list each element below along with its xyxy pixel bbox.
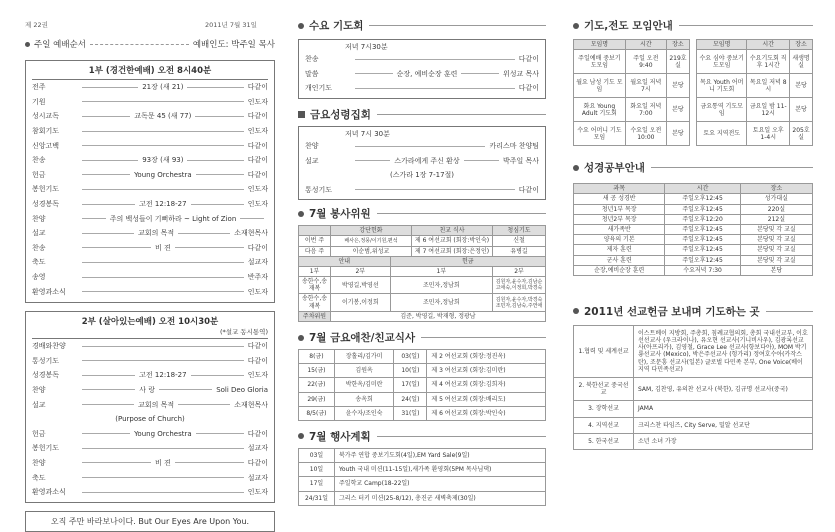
table-cell: 주일학교 Camp(18-22일) bbox=[335, 477, 546, 491]
table-cell: 본당및 각 교실 bbox=[740, 224, 812, 234]
table-header: 장소 bbox=[666, 40, 689, 50]
order-person: 설교자 bbox=[247, 258, 268, 267]
order-row bbox=[32, 241, 268, 256]
order-label: 축도 bbox=[32, 258, 46, 267]
order-person: 인도자 bbox=[247, 97, 268, 106]
table-cell: 수요저녁 7:30 bbox=[665, 265, 740, 275]
table-header: 시간 bbox=[665, 184, 740, 194]
order-row bbox=[305, 67, 539, 82]
order-label: 성경봉독 bbox=[32, 200, 60, 209]
table-cell: 주일오후12:45 bbox=[665, 224, 740, 234]
order-row bbox=[32, 470, 268, 485]
order-row bbox=[32, 354, 268, 369]
table-row bbox=[574, 214, 813, 224]
order-row bbox=[305, 153, 539, 168]
info-column bbox=[573, 18, 813, 450]
order-row bbox=[32, 485, 268, 500]
second-service-order bbox=[32, 339, 268, 500]
bullet-icon bbox=[298, 335, 304, 341]
table-cell: 새 공 성경반 bbox=[574, 194, 665, 204]
table-header: 모임명 bbox=[697, 40, 747, 50]
order-row bbox=[32, 226, 268, 241]
order-label: 찬송 bbox=[305, 55, 319, 64]
table-cell: 소년 소녀 가장 bbox=[634, 433, 813, 449]
table-cell: 장홀리/김가미 bbox=[334, 350, 394, 364]
mission-heading-text: 2011년 선교헌금 보내며 기도하는 곳 bbox=[584, 305, 760, 318]
table-cell: 본당및 각 교실 bbox=[740, 245, 812, 255]
table-cell: 3. 장학선교 bbox=[574, 401, 634, 417]
order-row bbox=[32, 383, 268, 398]
table-cell: 성가대실 bbox=[740, 194, 812, 204]
table-cell: 금요통역 기도모임 bbox=[697, 98, 747, 122]
order-content: (Purpose of Church) bbox=[115, 415, 185, 424]
table-row bbox=[299, 364, 546, 378]
bullet-icon bbox=[298, 111, 305, 118]
table-cell: 29(금) bbox=[299, 392, 335, 406]
table-row bbox=[697, 50, 813, 74]
order-label: 축도 bbox=[32, 473, 46, 482]
table-row: 송한수,송재복 이기봉,이정희 조민자,정남희 김원자,윤수자,박경숙 조민자,김남숙,주연애 bbox=[299, 294, 546, 311]
prayer-table-right bbox=[696, 39, 813, 146]
order-row bbox=[32, 412, 268, 427]
th-prayer: 청심기도 bbox=[493, 226, 546, 236]
order-row bbox=[32, 197, 268, 212]
sunday-column bbox=[25, 38, 275, 532]
issue-number: 제 22권 bbox=[25, 21, 48, 29]
table-cell: 새생명실 bbox=[790, 50, 813, 74]
order-person: 다같이 bbox=[247, 141, 268, 150]
table-row bbox=[574, 50, 690, 74]
order-label: 찬양 bbox=[32, 385, 46, 394]
bullet-icon bbox=[25, 42, 30, 47]
table-cell: 10(일) bbox=[394, 364, 427, 378]
sunday-heading: 주일 예배순서 bbox=[34, 40, 86, 50]
prayer-heading-text: 기도,전도 모임안내 bbox=[584, 20, 673, 32]
order-row bbox=[32, 80, 268, 95]
table-cell: 15(금) bbox=[299, 364, 335, 378]
order-content: 비 젼 bbox=[154, 458, 171, 467]
order-row bbox=[32, 182, 268, 197]
order-row bbox=[32, 109, 268, 124]
order-label: 개인기도 bbox=[305, 84, 333, 93]
events-heading bbox=[298, 429, 546, 444]
order-label: 기원 bbox=[32, 97, 46, 106]
order-person: 다같이 bbox=[518, 185, 539, 194]
order-row bbox=[32, 255, 268, 270]
events-heading-text: 7월 행사계획 bbox=[309, 430, 371, 443]
order-label: 설교 bbox=[32, 400, 46, 409]
order-label: 찬양 bbox=[32, 214, 46, 223]
order-label: 통성기도 bbox=[305, 185, 333, 194]
table-cell: 24(일) bbox=[394, 392, 427, 406]
order-row bbox=[32, 456, 268, 471]
table-cell: 화요일 저녁7:00 bbox=[625, 98, 666, 122]
order-label: 찬송 bbox=[32, 243, 46, 252]
table-cell: 205호실 bbox=[790, 122, 813, 146]
interpretation-note: (*설교 동시통역) bbox=[32, 327, 268, 339]
order-person: 다같이 bbox=[247, 243, 269, 252]
table-cell: 본당 bbox=[666, 98, 689, 122]
table-cell: 군사 훈련 bbox=[574, 255, 665, 265]
th-altar: 강단헌화 bbox=[331, 226, 412, 236]
order-label: 헌금 bbox=[32, 429, 46, 438]
table-cell: 8/5(금) bbox=[299, 406, 335, 420]
events-table bbox=[298, 448, 546, 506]
motto-banner: 오직 주만 바라보나이다. But Our Eyes Are Upon You. bbox=[25, 511, 275, 532]
table-cell: 03(일) bbox=[394, 350, 427, 364]
order-person: 인도자 bbox=[247, 185, 268, 194]
order-row bbox=[32, 339, 268, 354]
order-person: 인도자 bbox=[247, 488, 268, 497]
table-cell: 본당 bbox=[790, 74, 813, 98]
order-content: 교회의 목적 bbox=[138, 400, 175, 409]
order-label: 헌금 bbox=[32, 170, 46, 179]
order-row bbox=[305, 52, 539, 67]
order-content: 93장 (새 93) bbox=[142, 156, 184, 165]
order-row bbox=[32, 368, 268, 383]
table-cell: 제 2 여선교회 (회장:정진옥) bbox=[427, 350, 546, 364]
order-content: 비 젼 bbox=[154, 243, 171, 252]
order-label: 봉헌기도 bbox=[32, 185, 60, 194]
order-content: (스가라 1장 7-17절) bbox=[389, 171, 455, 180]
table-cell: 주일오후12:20 bbox=[665, 214, 740, 224]
order-label: 통성기도 bbox=[32, 356, 60, 365]
table-header: 모임명 bbox=[574, 40, 626, 50]
first-service-box bbox=[25, 60, 275, 303]
order-label: 경배와찬양 bbox=[32, 342, 66, 351]
order-label: 찬양 bbox=[32, 458, 46, 467]
first-service-title: 1부 (경건한예배) 오전 8시40분 bbox=[32, 61, 268, 80]
order-row bbox=[32, 426, 268, 441]
order-person: 인도자 bbox=[247, 371, 268, 380]
table-cell: 목요일 저녁 8시 bbox=[747, 74, 790, 98]
table-cell: 순장,예비순장 훈련 bbox=[574, 265, 665, 275]
friday-heading bbox=[298, 107, 546, 122]
order-person: 다같이 bbox=[518, 84, 539, 93]
order-row bbox=[305, 81, 539, 96]
order-person: 설교자 bbox=[247, 473, 268, 482]
first-service-order bbox=[32, 80, 268, 299]
order-label: 설교 bbox=[32, 229, 46, 238]
table-cell: 03일 bbox=[299, 448, 335, 462]
table-cell: 8(금) bbox=[299, 350, 335, 364]
table-row bbox=[574, 255, 813, 265]
order-label: 송영 bbox=[32, 273, 46, 282]
table-cell: 주일오후12:45 bbox=[665, 255, 740, 265]
table-cell: 본당 bbox=[666, 122, 689, 146]
servers-heading-text: 7월 봉사위원 bbox=[309, 208, 371, 221]
table-cell: 토요 지역전도 bbox=[697, 122, 747, 146]
table-cell: 토요일 오후 1-4시 bbox=[747, 122, 790, 146]
fellowship-heading-text: 7월 금요애찬/친교식사 bbox=[309, 332, 416, 345]
order-person: 반주자 bbox=[247, 273, 268, 282]
order-label: 참회기도 bbox=[32, 127, 60, 136]
table-cell: 목요 Youth 어머니 기도회 bbox=[697, 74, 747, 98]
table-header: 장소 bbox=[740, 184, 812, 194]
order-person: 다같이 bbox=[247, 170, 269, 179]
fellowship-table bbox=[298, 349, 546, 421]
table-row bbox=[299, 392, 546, 406]
table-cell: 수요기도회 직후 1시간 bbox=[747, 50, 790, 74]
table-cell: 수요 어머니 기도 모임 bbox=[574, 122, 626, 146]
bullet-icon bbox=[573, 165, 579, 171]
table-cell: 크리스찬 타임즈, City Serve, 밀알 선교단 bbox=[634, 417, 813, 433]
order-label: 신앙고백 bbox=[32, 141, 60, 150]
table-row: 이번 주 배사은,정뭉/이기원,편석 제 6 여선교회 (회장:박인숙) 신철 bbox=[299, 236, 546, 246]
table-row bbox=[697, 74, 813, 98]
order-content: 교독문 45 (새 77) bbox=[134, 112, 192, 121]
second-service-box bbox=[25, 311, 275, 504]
table-cell: 본당 bbox=[666, 74, 689, 98]
order-row bbox=[32, 168, 268, 183]
table-cell: 주일오후12:45 bbox=[665, 194, 740, 204]
table-header: 과목 bbox=[574, 184, 665, 194]
table-row bbox=[574, 245, 813, 255]
wednesday-time: 저녁 7시30분 bbox=[345, 43, 388, 51]
table-row bbox=[299, 463, 546, 477]
table-cell: JAMA bbox=[634, 401, 813, 417]
mission-table bbox=[573, 325, 813, 450]
order-row bbox=[32, 441, 268, 456]
table-row: 송한수,송재복 박영길,박영선 조민자,정남희 김원자,윤수자,김남순 고애숙,이정희,박경숙 bbox=[299, 277, 546, 294]
fellowship-heading bbox=[298, 330, 546, 345]
wednesday-box bbox=[298, 39, 546, 99]
order-person: 다같이 bbox=[518, 55, 539, 64]
order-label: 성시교독 bbox=[32, 112, 60, 121]
order-label: 전주 bbox=[32, 83, 46, 92]
table-row bbox=[574, 204, 813, 214]
wednesday-order bbox=[305, 52, 539, 96]
table-row bbox=[299, 350, 546, 364]
table-cell: 새가족반 bbox=[574, 224, 665, 234]
prayer-heading bbox=[573, 18, 813, 33]
order-label: 말씀 bbox=[305, 69, 319, 78]
table-cell: 박한옥/김미란 bbox=[334, 378, 394, 392]
table-cell: 220실 bbox=[740, 204, 812, 214]
table-row bbox=[574, 417, 813, 433]
order-person: 인도자 bbox=[247, 287, 268, 296]
table-row bbox=[574, 433, 813, 449]
th-offering: 헌금 bbox=[390, 256, 545, 266]
study-table bbox=[573, 183, 813, 276]
friday-order bbox=[305, 139, 539, 197]
order-person: 박주일 목사 bbox=[502, 156, 540, 165]
table-cell: 청년1부 목장 bbox=[574, 204, 665, 214]
wednesday-heading bbox=[298, 18, 546, 33]
table-cell: 제 3 여선교회 (회장:김미란) bbox=[427, 364, 546, 378]
table-cell: 윤수자/조인숙 bbox=[334, 406, 394, 420]
table-header: 시간 bbox=[747, 40, 790, 50]
table-row bbox=[299, 448, 546, 462]
table-cell: 2. 북한선교 중국선교 bbox=[574, 378, 634, 401]
table-row bbox=[299, 491, 546, 505]
table-cell: 이스트베이 지방회, 주총회, 침례교협의회, 총회 국내선교부, 이호선선교사 (우크라이나), 유오현 선교사(기니비사우), 김광록선교사(아프리카), 김영철, Grace Lee 선교사(항보다아), MOM 박기룡선교사 (Mexico), 박은주선교사 (헝가리) 정여호수아(카작스탄), 조문흥 선교사(일본) 글로벌 다민족 본부, One Voice(베이지역 다민족선교) bbox=[634, 325, 813, 377]
table-row bbox=[574, 98, 690, 122]
table-cell: 주일오후12:45 bbox=[665, 245, 740, 255]
order-label: 성경봉독 bbox=[32, 371, 60, 380]
bullet-icon bbox=[298, 433, 304, 439]
table-cell: SAM, 김찬영, 유의찬 선교사 (북한), 김규명 선교사(중국) bbox=[634, 378, 813, 401]
order-person: 다같이 bbox=[247, 112, 269, 121]
table-cell: 22(금) bbox=[299, 378, 335, 392]
table-row: 주차위원 김준, 박영길, 박재형, 정광남 bbox=[299, 311, 546, 321]
order-content: 21장 (새 21) bbox=[142, 83, 184, 92]
table-row bbox=[574, 122, 690, 146]
mission-heading bbox=[573, 304, 813, 319]
order-content: Young Orchestra bbox=[134, 170, 192, 179]
table-cell: 월요일 저녁 7시 bbox=[625, 74, 666, 98]
table-cell: 화요 Young Adult 기도회 bbox=[574, 98, 626, 122]
table-row: 다음 주 이순범,위성교 제 7 여선교회 (회장:은정인) 유병길 bbox=[299, 246, 546, 256]
table-cell: 양육의 기본 bbox=[574, 235, 665, 245]
table-cell: 김원옥 bbox=[334, 364, 394, 378]
order-label: 환영과소식 bbox=[32, 488, 66, 497]
table-row bbox=[574, 325, 813, 377]
order-person: Soli Deo Gloria bbox=[216, 385, 268, 394]
servers-table: 강단헌화 친교 식사 청심기도 이번 주 배사은,정뭉/이기원,편석 제 6 여선교회 (회장:박인숙) 신철 다음 주 이순범,위성교 제 7 여선교회 (회장:은정인) 유병길 안내 헌금 1부 2부 1부 2부 송한수,송재복 박영길,박영선 조민자,정남희 김원자,윤수자,김남순 고애숙,이정희,박경숙 송한수,송재복 이기봉,이정희 조민자,정남희 김원자,윤수자,박경숙 조민자,김남숙,주연애 주차위원 김준, 박영길, 박재형, 정광남 bbox=[298, 225, 546, 322]
table-cell: 17일 bbox=[299, 477, 335, 491]
order-person: 인도자 bbox=[247, 127, 268, 136]
table-row bbox=[299, 406, 546, 420]
order-row bbox=[305, 183, 539, 198]
table-header: 장소 bbox=[790, 40, 813, 50]
table-row bbox=[574, 378, 813, 401]
table-cell: 10일 bbox=[299, 463, 335, 477]
table-cell: 제 5 여선교회 (회장:배리도) bbox=[427, 392, 546, 406]
order-label: 찬양 bbox=[305, 142, 319, 151]
order-content: Young Orchestra bbox=[134, 429, 192, 438]
order-person: 다같이 bbox=[247, 429, 269, 438]
table-cell: 본당및 각 교실 bbox=[740, 235, 812, 245]
table-row bbox=[697, 122, 813, 146]
issue-date: 2011년 7월 31일 bbox=[205, 21, 257, 29]
table-row bbox=[574, 235, 813, 245]
table-cell: 31(일) bbox=[394, 406, 427, 420]
study-heading bbox=[573, 160, 813, 175]
study-heading-text: 성경공부안내 bbox=[584, 162, 645, 175]
table-cell: Youth 국내 미션(11-15일),새가족 환영회(5PM 목사님댁) bbox=[335, 463, 546, 477]
table-row bbox=[697, 98, 813, 122]
th-meal: 친교 식사 bbox=[411, 226, 492, 236]
bullet-icon bbox=[573, 308, 579, 314]
order-person: 다같이 bbox=[247, 83, 268, 92]
table-cell: 제 4 여선교회 (회장:김희자) bbox=[427, 378, 546, 392]
friday-time: 저녁 7시 30분 bbox=[345, 129, 390, 138]
order-row bbox=[32, 138, 268, 153]
table-cell: 송옥희 bbox=[334, 392, 394, 406]
order-content: 주의 백성들이 기뻐하라 ~ Light of Zion bbox=[109, 214, 237, 223]
order-content: 스가라에게 주신 환상 bbox=[394, 156, 460, 165]
table-cell: 17(일) bbox=[394, 378, 427, 392]
order-person: 인도자 bbox=[247, 200, 268, 209]
order-person: 카리스마 찬양팀 bbox=[489, 142, 539, 151]
table-cell: 주일오후12:45 bbox=[665, 235, 740, 245]
order-person: 설교자 bbox=[247, 444, 268, 453]
worship-leader: 예배인도: 박주일 목사 bbox=[192, 40, 275, 50]
order-row bbox=[32, 153, 268, 168]
table-cell: 본당 bbox=[740, 265, 812, 275]
table-cell: 본당 bbox=[790, 98, 813, 122]
wednesday-heading-text: 수요 기도회 bbox=[309, 20, 364, 32]
prayer-table-left bbox=[573, 39, 690, 146]
order-row bbox=[32, 211, 268, 226]
order-label: 환영과소식 bbox=[32, 287, 66, 296]
table-row bbox=[574, 265, 813, 275]
table-row bbox=[299, 477, 546, 491]
order-row bbox=[305, 168, 539, 183]
order-person: 다같이 bbox=[247, 156, 268, 165]
order-person: 위성교 목사 bbox=[502, 69, 540, 78]
order-person: 다같이 bbox=[247, 458, 269, 467]
table-cell: 제 6 여선교회 (회장:박인숙) bbox=[427, 406, 546, 420]
order-label: 찬송 bbox=[32, 156, 46, 165]
table-row bbox=[299, 378, 546, 392]
table-cell: 본당및 각 교실 bbox=[740, 255, 812, 265]
order-content: 고전 12:18-27 bbox=[139, 200, 187, 209]
table-row bbox=[574, 224, 813, 234]
table-cell: 주일 오전 9:40 bbox=[625, 50, 666, 74]
order-person: 소재현목사 bbox=[234, 229, 269, 238]
second-service-title: 2부 (살아있는예배) 오전 10시30분 bbox=[81, 316, 219, 327]
order-row bbox=[305, 139, 539, 154]
table-cell: 24/31일 bbox=[299, 491, 335, 505]
table-header: 시간 bbox=[625, 40, 666, 50]
bullet-icon bbox=[573, 23, 579, 29]
order-person: 소재현목사 bbox=[234, 400, 269, 409]
friday-heading-text: 금요성령집회 bbox=[310, 108, 371, 121]
order-row bbox=[32, 124, 268, 139]
table-cell: 212실 bbox=[740, 214, 812, 224]
order-content: 교회의 목적 bbox=[138, 229, 175, 238]
servers-heading bbox=[298, 206, 546, 221]
table-cell: 1.협력 및 세계선교 bbox=[574, 325, 634, 377]
table-cell: 5. 한국선교 bbox=[574, 433, 634, 449]
table-cell: 청년2부 목장 bbox=[574, 214, 665, 224]
weekday-column bbox=[298, 18, 546, 506]
friday-box bbox=[298, 126, 546, 200]
order-person: 다같이 bbox=[247, 342, 268, 351]
table-cell: 219호실 bbox=[666, 50, 689, 74]
table-cell: 월요 남성 기도 모임 bbox=[574, 74, 626, 98]
order-row bbox=[32, 270, 268, 285]
table-cell: 수요일 오전 10:00 bbox=[625, 122, 666, 146]
table-cell: 그리스 터키 미션(25-8/12), 총진군 새벽축제(30일) bbox=[335, 491, 546, 505]
order-row bbox=[32, 95, 268, 110]
order-content: 사 랑 bbox=[139, 385, 155, 394]
table-cell: 제자 훈련 bbox=[574, 245, 665, 255]
th-usher: 안내 bbox=[299, 256, 391, 266]
order-row bbox=[32, 397, 268, 412]
table-cell: 금요일 밤 11-12시 bbox=[747, 98, 790, 122]
bullet-icon bbox=[298, 23, 304, 29]
table-row bbox=[574, 74, 690, 98]
table-cell: 북가주 연합 중보기도회(4일),EM Yard Sale(9일) bbox=[335, 448, 546, 462]
table-cell: 수요 심야 중보기도모임 bbox=[697, 50, 747, 74]
order-content: 고전 12:18-27 bbox=[139, 371, 187, 380]
order-row bbox=[32, 284, 268, 299]
order-label: 봉헌기도 bbox=[32, 444, 60, 453]
order-label: 설교 bbox=[305, 156, 319, 165]
table-cell: 4. 지역선교 bbox=[574, 417, 634, 433]
table-cell: 주일오후12:45 bbox=[665, 204, 740, 214]
table-cell: 주일예배 중보기도모임 bbox=[574, 50, 626, 74]
order-content: 순장, 예비순장 훈련 bbox=[396, 69, 458, 78]
table-row bbox=[574, 401, 813, 417]
order-person: 다같이 bbox=[247, 356, 268, 365]
table-row bbox=[574, 194, 813, 204]
bullet-icon bbox=[298, 211, 304, 217]
